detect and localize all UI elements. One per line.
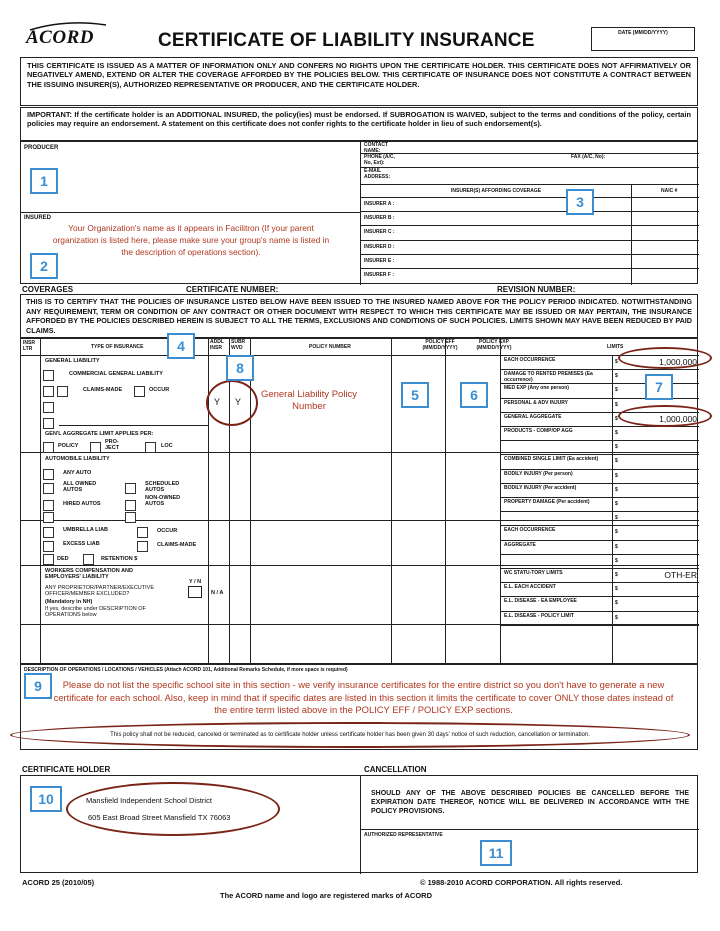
- dollar-sign: $: [615, 557, 618, 564]
- dollar-sign: $: [615, 543, 618, 550]
- acord-logo: ACORD: [26, 27, 108, 51]
- dollar-sign: $: [615, 387, 618, 394]
- cancel-note-oval: This policy shall not be reduced, canceled or terminated as to certificate holder unless certificate holder has been given 30 days' notice of such reduction, cancellation or termination.: [10, 722, 690, 748]
- gl-checkbox[interactable]: [43, 370, 54, 381]
- marker-10: 10: [30, 786, 62, 812]
- gl-checkbox[interactable]: [43, 386, 54, 397]
- limit-value[interactable]: 1,000,000: [659, 357, 697, 367]
- project-checkbox[interactable]: [90, 442, 101, 453]
- subr-wvd-value: Y: [235, 397, 242, 407]
- insurer-label: INSURER A :: [364, 201, 395, 207]
- dollar-sign: $: [615, 359, 618, 365]
- limit-label: BODILY INJURY (Per person): [504, 470, 573, 477]
- insurer-label: INSURER F :: [364, 272, 394, 278]
- dollar-sign: $: [615, 415, 618, 422]
- description-section: DESCRIPTION OF OPERATIONS / LOCATIONS / VEHICLES (Attach ACORD 101, Additional Remarks Schedule, if more space is required) Please do not list the specific school site in this section - we verify insurance certificates for the entire district so you don't have to generate a new certificate for each school. Also, keep in mind that if specific dates are listed in this section it limits the certificate to cover ONLY those dates instead of the entire term listed above in the POLICY EFF / POLICY EXP sections.: [20, 664, 698, 750]
- loc-checkbox[interactable]: [145, 442, 156, 453]
- dollar-sign: $: [615, 472, 618, 479]
- addl-subr-oval: [206, 380, 258, 426]
- limit-label: COMBINED SINGLE LIMIT (Ea accident): [504, 456, 599, 463]
- limit-label: BODILY INJURY (Per accident): [504, 484, 577, 491]
- important-box: IMPORTANT: If the certificate holder is an ADDITIONAL INSURED, the policy(ies) must be endorsed. If SUBROGATION IS WAIVED, subject to the terms and conditions of the policy, certain policies may require an endorsement. A statement on this certificate does not confer rights to the certificate holder in lieu of such endorsement(s).: [20, 107, 698, 141]
- limit-label: AGGREGATE: [504, 541, 536, 548]
- marker-3: 3: [566, 189, 594, 215]
- dollar-sign: $: [615, 401, 618, 408]
- gl-policy-note: General Liability Policy Number: [260, 389, 358, 412]
- limit-label: PRODUCTS - COMP/OP AGG: [504, 428, 573, 434]
- marker-7: 7: [645, 374, 673, 400]
- marker-11: 11: [480, 840, 512, 866]
- producer-section: PRODUCER INSURED CONTACT NAME: PHONE (A/C, No, Ext): FAX (A/C, No): E-MAIL ADDRESS: INSURER(S) AFFORDING COVERAGE NAIC # INSURER A : INSURER B : INSURER C : INSURER D : INSURER E : INSURER F :: [20, 141, 698, 284]
- copyright: © 1988-2010 ACORD CORPORATION. All rights reserved.: [420, 878, 623, 887]
- auto-checkbox[interactable]: [43, 469, 54, 480]
- occur-checkbox[interactable]: [134, 386, 145, 397]
- limit-label: WC STATU-TORY LIMITS: [504, 570, 563, 576]
- auto-checkbox[interactable]: [43, 483, 54, 494]
- dollar-sign: $: [615, 373, 618, 380]
- marker-6: 6: [460, 382, 488, 408]
- dollar-sign: $: [615, 444, 618, 451]
- each-occurrence-oval: [618, 347, 712, 369]
- limit-label: GENERAL AGGREGATE: [504, 413, 562, 420]
- claims-made-checkbox[interactable]: [57, 386, 68, 397]
- holder-section: SHOULD ANY OF THE ABOVE DESCRIBED POLICIES BE CANCELLED BEFORE THE EXPIRATION DATE THEREOF, NOTICE WILL BE DELIVERED IN ACCORDANCE WITH THE POLICY PROVISIONS. AUTHORIZED REPRESENTATIVE: [20, 775, 698, 873]
- coverage-table: INSR LTR TYPE OF INSURANCE ADDL INSR SUBR WVD POLICY NUMBER POLICY EFF (MM/DD/YYYY) POLICY EXP (MM/DD/YYYY) LIMITS GENERAL LIABILITY COMMERCIAL GENERAL LIABILITY CLAIMS-MADE OCCUR GEN'L AGGREGATE LIMIT APPLIES PER: POLICY PRO-JECT LOC Y Y General Liability Policy Number AUTOMOBILE LIABILITY ANY AUTO ALL OWNED AUTOS SCHEDULED AUTOS HIRED AUTOS NON-OWNED AUTOS UMBRELLA LIAB OCCUR EXCESS LIAB CLAIMS-MADE DED RETENTION $ WORKERS COMPENSATION AND EMPLOYERS' LIABILITY Y / N ANY PROPRIETOR/PARTNER/EXECUTIVE OFFICER/MEMBER EXCLUDED? (Mandatory in NH) If yes, describe under DESCRIPTION OF OPERATIONS below N / A EACH OCCURRENCE $ 1,000,000 DAMAGE TO RENTED PREMISES (Ea occurrence) $ MED EXP (Any one person) $ PERSONAL & ADV INJURY $ GENERAL AGGREGATE $ 1,000,000 PRODUCTS - COMP/OP AGG $ $ COMBINED SINGLE LIMIT (Ea accident) $ BODILY INJURY (Per person) $ BODILY INJURY (Per accident) $ PROPERTY DAMAGE (Per accident) $ $ EACH OCCURRENCE $ AGGREGATE $ $ WC STATU-TORY LIMITS $ OTH-ER E.L. EACH ACCIDENT $ E.L. DISEASE - EA EMPLOYEE $ E.L. DISEASE - POLICY LIMIT $: [20, 338, 698, 664]
- limit-value[interactable]: OTH-ER: [664, 570, 697, 580]
- marker-5: 5: [401, 382, 429, 408]
- revision-number-label: REVISION NUMBER:: [497, 285, 576, 294]
- limit-label: PROPERTY DAMAGE (Per accident): [504, 499, 590, 505]
- limit-label: E.L. DISEASE - POLICY LIMIT: [504, 612, 574, 619]
- insurer-label: INSURER D :: [364, 243, 395, 250]
- form-title: CERTIFICATE OF LIABILITY INSURANCE: [158, 30, 535, 51]
- limit-label: PERSONAL & ADV INJURY: [504, 399, 568, 406]
- insurer-label: INSURER C :: [364, 229, 395, 236]
- disclaimer-box: THIS CERTIFICATE IS ISSUED AS A MATTER OF INFORMATION ONLY AND CONFERS NO RIGHTS UPON THE CERTIFICATE HOLDER. THIS CERTIFICATE DOES NOT AFFIRMATIVELY OR NEGATIVELY AMEND, EXTEND OR ALTER THE COVERAGE AFFORDED BY THE POLICIES BELOW. THIS CERTIFICATE OF INSURANCE DOES NOT CONSTITUTE A CONTRACT BETWEEN THE ISSUING INSURER(S), AUTHORIZED REPRESENTATIVE OR PRODUCER, AND THE CERTIFICATE HOLDER.: [20, 57, 698, 106]
- limit-label: DAMAGE TO RENTED PREMISES (Ea occurrence): [504, 371, 593, 383]
- retention-checkbox[interactable]: [83, 554, 94, 565]
- limit-label: EACH OCCURRENCE: [504, 527, 556, 534]
- occur-checkbox[interactable]: [137, 527, 148, 538]
- wc-yn-box[interactable]: [188, 586, 202, 598]
- dollar-sign: $: [615, 614, 618, 621]
- dollar-sign: $: [615, 572, 618, 578]
- limit-label: E.L. EACH ACCIDENT: [504, 584, 556, 591]
- holder-name: Mansfield Independent School District: [86, 796, 212, 805]
- gl-checkbox[interactable]: [43, 402, 54, 413]
- policy-checkbox[interactable]: [43, 442, 54, 453]
- limit-label: MED EXP (Any one person): [504, 385, 569, 392]
- date-field[interactable]: DATE (MM/DD/YYYY): [591, 27, 695, 51]
- dollar-sign: $: [615, 486, 618, 493]
- marker-2: 2: [30, 253, 58, 279]
- marker-4: 4: [167, 333, 195, 359]
- ded-checkbox[interactable]: [43, 554, 54, 565]
- dollar-sign: $: [615, 529, 618, 536]
- cancellation-heading: CANCELLATION: [364, 765, 427, 774]
- auto-checkbox[interactable]: [43, 512, 54, 523]
- addl-insr-value: Y: [214, 397, 221, 407]
- form-number: ACORD 25 (2010/05): [22, 878, 95, 887]
- limit-label: EACH OCCURRENCE: [504, 357, 556, 363]
- insured-note: Your Organization's name as it appears in Facilitron (If your parent organization is listed here, please make sure your group's name is listed in the description of operations section).: [52, 223, 330, 258]
- limit-value[interactable]: 1,000,000: [659, 413, 697, 424]
- general-aggregate-oval: [618, 405, 712, 427]
- umbrella-checkbox[interactable]: [43, 527, 54, 538]
- limit-label: E.L. DISEASE - EA EMPLOYEE: [504, 598, 577, 605]
- gl-checkbox[interactable]: [43, 418, 54, 429]
- auto-checkbox[interactable]: [125, 512, 136, 523]
- dollar-sign: $: [615, 458, 618, 465]
- description-note: Please do not list the specific school site in this section - we verify insurance certificates for the entire district so you don't have to generate a new certificate for each school. Also, keep in mind that if specific dates are listed in this section it limits the certificate to cover ONLY those dates instead of the entire term listed above in the POLICY EFF / POLICY EXP sections.: [53, 679, 674, 715]
- holder-address: 605 East Broad Street Mansfield TX 76063: [88, 813, 231, 822]
- claims-made-checkbox[interactable]: [137, 541, 148, 552]
- dollar-sign: $: [615, 586, 618, 593]
- certify-box: THIS IS TO CERTIFY THAT THE POLICIES OF INSURANCE LISTED BELOW HAVE BEEN ISSUED TO THE INSURED NAMED ABOVE FOR THE POLICY PERIOD INDICATED. NOTWITHSTANDING ANY REQUIREMENT, TERM OR CONDITION OF ANY CONTRACT OR OTHER DOCUMENT WITH RESPECT TO WHICH THIS CERTIFICATE MAY BE ISSUED OR MAY PERTAIN, THE INSURANCE AFFORDED BY THE POLICIES DESCRIBED HEREIN IS SUBJECT TO ALL THE TERMS, EXCLUSIONS AND CONDITIONS OF SUCH POLICIES. LIMITS SHOWN MAY HAVE BEEN REDUCED BY PAID CLAIMS.: [20, 294, 698, 338]
- marker-9: 9: [24, 673, 52, 699]
- certificate-number-label: CERTIFICATE NUMBER:: [186, 285, 279, 294]
- marker-8: 8: [226, 355, 254, 381]
- dollar-sign: $: [615, 501, 618, 507]
- auto-checkbox[interactable]: [125, 483, 136, 494]
- dollar-sign: $: [615, 600, 618, 607]
- insurer-label: INSURER B :: [364, 215, 395, 222]
- logo-swoosh-icon: [26, 21, 108, 31]
- dollar-sign: $: [615, 515, 618, 522]
- dollar-sign: $: [615, 430, 618, 436]
- trademark-note: The ACORD name and logo are registered marks of ACORD: [220, 891, 432, 900]
- marker-1: 1: [30, 168, 58, 194]
- holder-oval: [66, 782, 280, 836]
- coverages-heading: COVERAGES: [22, 285, 74, 294]
- holder-heading: CERTIFICATE HOLDER: [22, 765, 111, 774]
- insurer-label: INSURER E :: [364, 257, 395, 264]
